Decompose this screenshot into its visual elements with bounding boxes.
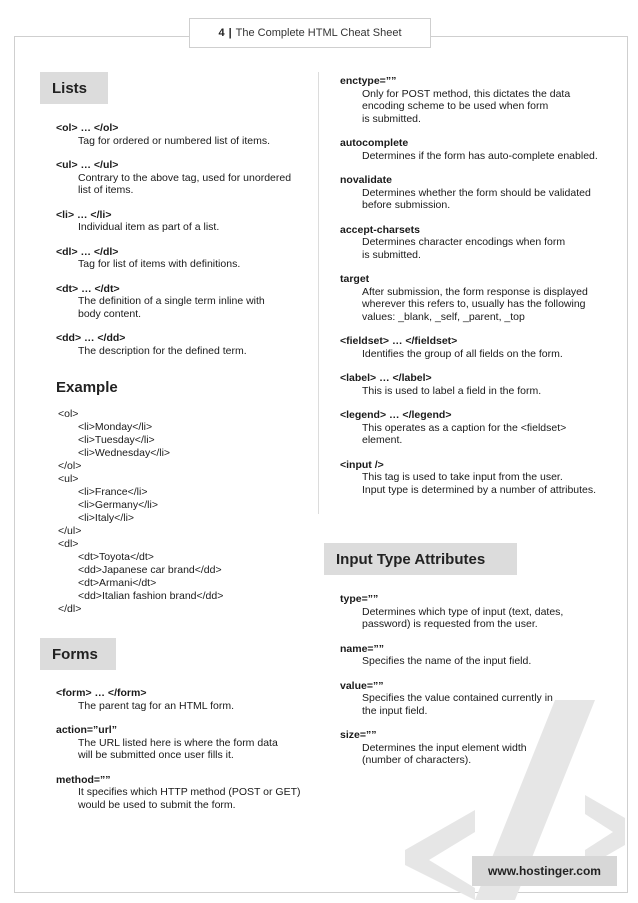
entry-description: will be submitted once user fills it.: [78, 749, 234, 761]
header-separator: |: [228, 27, 232, 39]
entry-description: Identifies the group of all fields on the form.: [362, 347, 563, 360]
example-heading: Example: [56, 379, 118, 396]
list-item: [340, 643, 620, 668]
entry-term: <dt> … </dt>: [56, 282, 120, 295]
entry-description: before submission.: [362, 199, 451, 211]
entry-term: <li> … </li>: [56, 208, 112, 221]
lists-heading: Lists: [40, 72, 108, 104]
list-item: [340, 409, 620, 447]
entry-term: autocomplete: [340, 137, 409, 149]
entry-description: Contrary to the above tag, used for unordered: [78, 171, 292, 184]
code-line: <li>France</li>: [78, 486, 148, 498]
entry-description: body content.: [78, 307, 142, 320]
code-line: </ul>: [58, 525, 82, 537]
entry-description: Only for POST method, this dictates the data: [362, 87, 571, 100]
header-title: The Complete HTML Cheat Sheet: [235, 27, 402, 39]
lists-entries: [56, 122, 306, 369]
entry-term: method=””: [56, 773, 111, 786]
entry-term: enctype=””: [340, 75, 397, 87]
entry-description: the input field.: [362, 704, 428, 717]
entry-term: <label> … </label>: [340, 372, 432, 384]
code-line: <dd>Italian fashion brand</dd>: [78, 590, 224, 602]
entry-description: Input type is determined by a number of attributes.: [362, 483, 597, 496]
input-attrs-heading: Input Type Attributes: [324, 543, 517, 575]
entry-description: The parent tag for an HTML form.: [78, 699, 235, 712]
page-header: [189, 18, 431, 48]
entry-description: list of items.: [78, 184, 134, 196]
code-line: <li>Monday</li>: [78, 421, 153, 433]
entry-description: Tag for list of items with definitions.: [78, 258, 241, 270]
entry-term: value=””: [340, 679, 384, 692]
code-line: <dd>Japanese car brand</dd>: [78, 564, 222, 576]
form-attributes-entries: [340, 75, 620, 508]
entry-term: <legend> … </legend>: [340, 409, 452, 421]
list-item: [56, 724, 311, 762]
entry-term: <input />: [340, 458, 384, 471]
footer-url[interactable]: www.hostinger.com: [472, 856, 617, 886]
list-item: [56, 209, 306, 234]
entry-term: <ul> … </ul>: [56, 159, 119, 171]
forms-entries: [56, 687, 311, 823]
list-item: [340, 335, 620, 360]
entry-term: <dd> … </dd>: [56, 332, 126, 344]
code-line: <li>Tuesday</li>: [78, 434, 155, 446]
entry-description: The URL listed here is where the form data: [78, 736, 278, 749]
page-number: 4: [218, 27, 225, 39]
entry-description: encoding scheme to be used when form: [362, 100, 549, 112]
code-line: <dt>Toyota</dt>: [78, 551, 154, 563]
entry-term: target: [340, 273, 370, 285]
list-item: [56, 283, 306, 321]
list-item: [340, 174, 620, 212]
entry-description: The definition of a single term inline with: [78, 295, 265, 307]
entry-term: <dl> … </dl>: [56, 245, 119, 258]
example-code: [58, 408, 223, 616]
list-item: [56, 159, 306, 197]
list-item: [56, 774, 311, 812]
list-item: [340, 75, 620, 125]
entry-description: This is used to label a field in the form.: [362, 384, 542, 397]
entry-description: would be used to submit the form.: [78, 798, 236, 811]
entry-description: Specifies the value contained currently in: [362, 692, 553, 704]
list-item: [56, 687, 311, 712]
entry-description: Determines which type of input (text, dates,: [362, 605, 564, 618]
entry-term: novalidate: [340, 174, 392, 186]
list-item: [56, 122, 306, 147]
list-item: [340, 224, 620, 262]
list-item: [56, 246, 306, 271]
entry-description: Specifies the name of the input field.: [362, 655, 532, 667]
code-line: <ul>: [58, 473, 79, 485]
column-divider: [318, 72, 319, 514]
entry-description: Determines the input element width: [362, 741, 527, 754]
entry-term: <ol> … </ol>: [56, 122, 119, 134]
entry-description: It specifies which HTTP method (POST or GET): [78, 786, 301, 798]
entry-description: element.: [362, 434, 403, 446]
entry-term: name=””: [340, 642, 385, 655]
entry-description: wherever this refers to, usually has the following: [362, 298, 586, 310]
entry-term: <fieldset> … </fieldset>: [340, 335, 458, 347]
list-item: [340, 372, 620, 397]
entry-description: This operates as a caption for the <fieldset>: [362, 421, 567, 434]
entry-description: Individual item as part of a list.: [78, 221, 220, 233]
list-item: [340, 459, 620, 497]
entry-description: This tag is used to take input from the user.: [362, 471, 563, 483]
entry-description: After submission, the form response is displayed: [362, 285, 588, 298]
entry-description: Tag for ordered or numbered list of items.: [78, 134, 271, 147]
entry-description: password) is requested from the user.: [362, 618, 538, 630]
code-line: <li>Germany</li>: [78, 499, 158, 511]
entry-description: values: _blank, _self, _parent, _top: [362, 310, 525, 323]
entry-description: The description for the defined term.: [78, 344, 247, 357]
code-line: <ol>: [58, 408, 79, 420]
code-line: </ol>: [58, 460, 82, 472]
entry-term: size=””: [340, 729, 377, 741]
entry-description: Determines if the form has auto-complete enabled.: [362, 149, 598, 162]
code-line: <dt>Armani</dt>: [78, 577, 157, 589]
code-line: <dl>: [58, 538, 79, 550]
entry-description: (number of characters).: [362, 754, 472, 766]
entry-term: accept-charsets: [340, 223, 420, 236]
entry-term: <form> … </form>: [56, 687, 147, 699]
entry-description: is submitted.: [362, 248, 421, 261]
code-line: <li>Italy</li>: [78, 512, 135, 524]
entry-term: action=”url”: [56, 724, 117, 736]
entry-description: is submitted.: [362, 112, 421, 125]
list-item: [340, 593, 620, 631]
entry-description: Determines whether the form should be validated: [362, 186, 591, 199]
code-line: </dl>: [58, 603, 82, 615]
code-line: <li>Wednesday</li>: [78, 447, 171, 459]
entry-description: Determines character encodings when form: [362, 236, 566, 248]
forms-heading: Forms: [40, 638, 116, 670]
list-item: [56, 332, 306, 357]
list-item: [340, 273, 620, 323]
list-item: [340, 137, 620, 162]
entry-term: type=””: [340, 593, 379, 605]
